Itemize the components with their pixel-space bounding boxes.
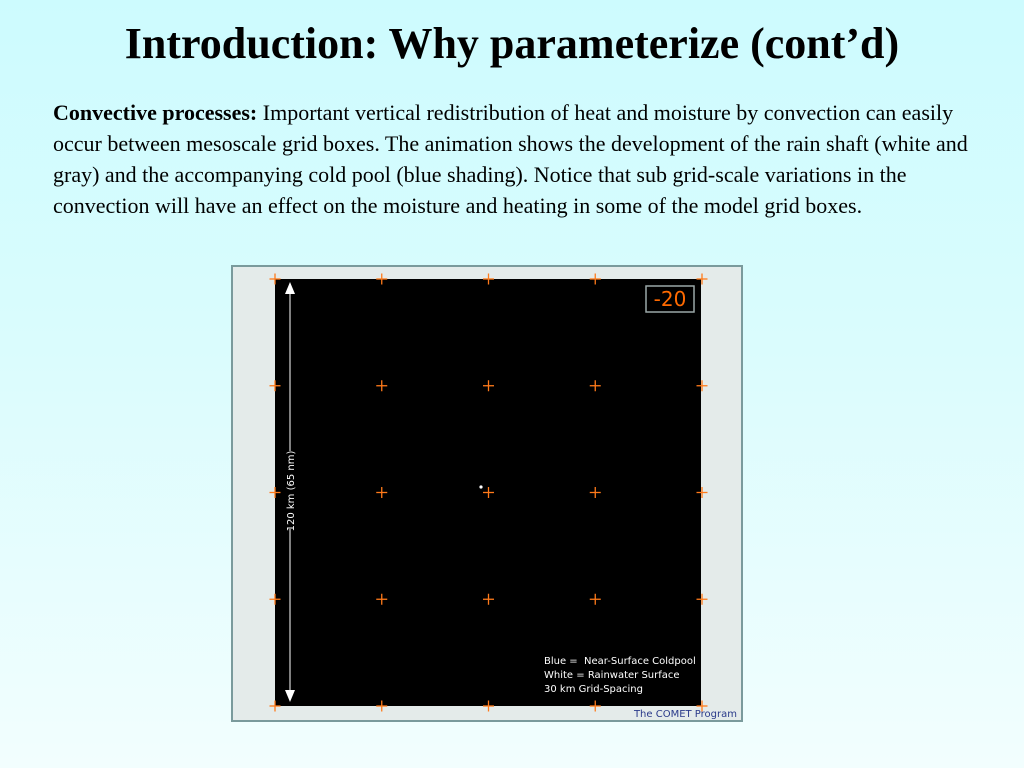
paragraph-lead: Convective processes: [53, 100, 258, 125]
credit-text: The COMET Program [633, 709, 737, 720]
scale-label: 120 km (65 nm) [286, 450, 297, 532]
legend-rainwater: White = Rainwater Surface [544, 670, 680, 681]
body-paragraph [53, 97, 973, 221]
legend-grid-spacing: 30 km Grid-Spacing [544, 684, 643, 695]
counter-value: -20 [653, 287, 687, 311]
paragraph-body: Important vertical redistribution of heat and moisture by convection can easily occur between mesoscale grid boxes. The animation shows the development of the rain shaft (white and gray) and the accompanying cold pool (blue shading). Notice that sub grid-scale variations in the convection will have an effect on the moisture and heating in some of the model grid boxes. [53, 100, 968, 218]
convection-animation [231, 265, 743, 722]
frame-counter [646, 286, 694, 312]
rain-cell-dot [479, 485, 482, 488]
slide-title: Introduction: Why parameterize (cont’d) [124, 19, 900, 68]
legend-coldpool: Blue = Near-Surface Coldpool [544, 656, 696, 667]
animation-canvas [233, 267, 741, 720]
